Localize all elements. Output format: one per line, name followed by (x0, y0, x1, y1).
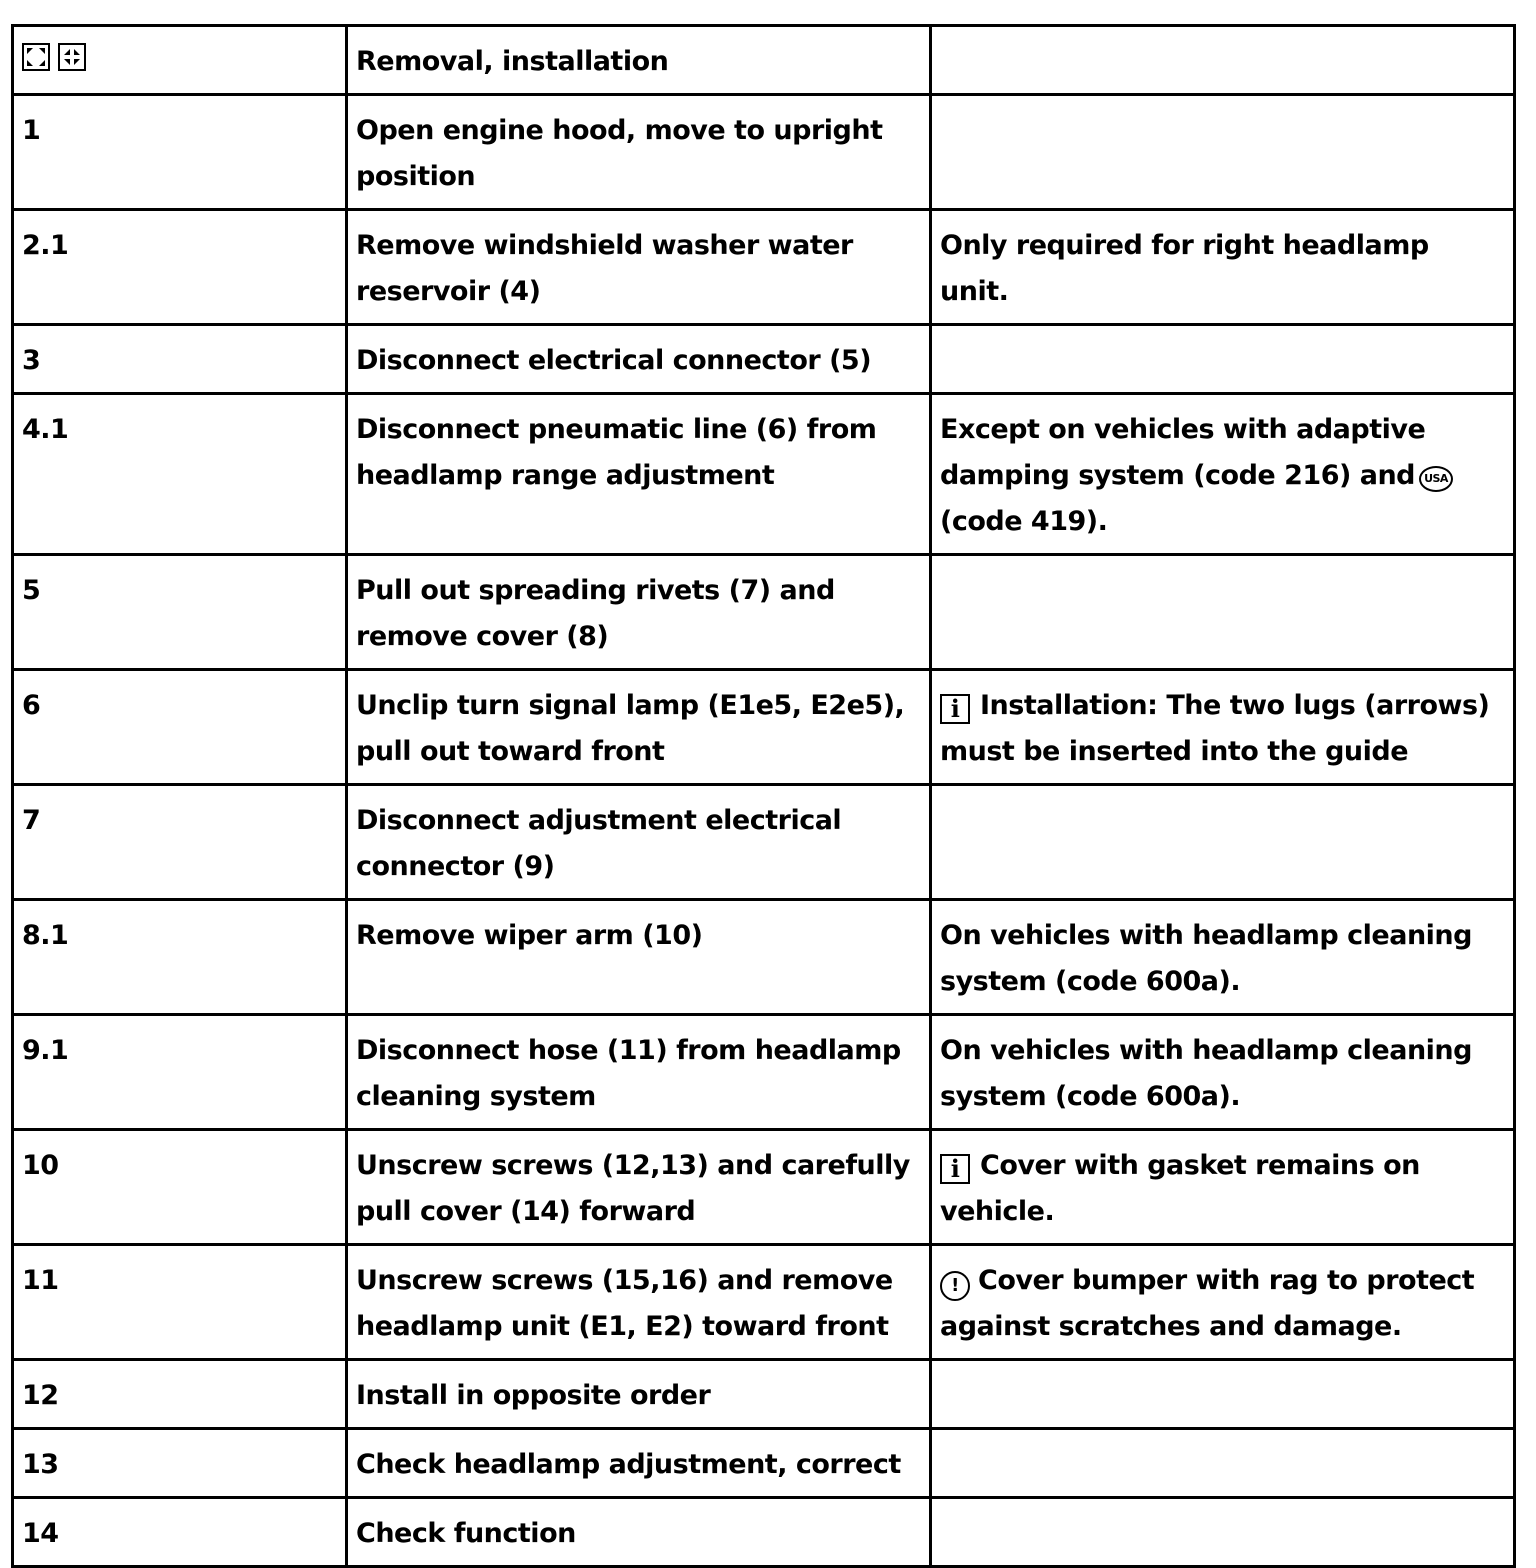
header-note (931, 26, 1515, 95)
step-number: 8.1 (13, 900, 347, 1015)
step-note (931, 95, 1515, 210)
step-note (931, 1360, 1515, 1429)
step-action: Unclip turn signal lamp (E1e5, E2e5), pull out toward front (347, 670, 931, 785)
step-action: Check function (347, 1498, 931, 1567)
table-row (13, 394, 1515, 555)
step-note (931, 1245, 1515, 1360)
step-note (931, 394, 1515, 555)
step-number: 11 (13, 1245, 347, 1360)
step-number: 12 (13, 1360, 347, 1429)
step-action: Unscrew screws (12,13) and carefully pull cover (14) forward (347, 1130, 931, 1245)
step-note (931, 555, 1515, 670)
step-action: Disconnect electrical connector (5) (347, 325, 931, 394)
collapse-icon[interactable] (58, 43, 86, 71)
step-action: Remove wiper arm (10) (347, 900, 931, 1015)
info-icon: i (940, 694, 970, 724)
note-text: The two lugs (arrows) must be inserted into the guide (940, 690, 1490, 767)
step-number: 1 (13, 95, 347, 210)
expand-icon[interactable] (22, 43, 50, 71)
step-number: 10 (13, 1130, 347, 1245)
step-number: 14 (13, 1498, 347, 1567)
step-note (931, 1130, 1515, 1245)
step-number: 4.1 (13, 394, 347, 555)
step-action: Disconnect hose (11) from headlamp cleaning system (347, 1015, 931, 1130)
table-row (13, 210, 1515, 325)
table-row (13, 1015, 1515, 1130)
step-note (931, 1498, 1515, 1567)
step-action: Install in opposite order (347, 1360, 931, 1429)
warning-icon: ! (940, 1271, 970, 1301)
step-note (931, 325, 1515, 394)
step-note (931, 1429, 1515, 1498)
step-number: 5 (13, 555, 347, 670)
table-row (13, 1429, 1515, 1498)
table-row (13, 785, 1515, 900)
table-row (13, 95, 1515, 210)
table-row (13, 1245, 1515, 1360)
table-row (13, 1498, 1515, 1567)
step-action: Pull out spreading rivets (7) and remove cover (8) (347, 555, 931, 670)
step-number: 3 (13, 325, 347, 394)
note-text: Cover with gasket remains on vehicle. (940, 1150, 1420, 1227)
header-icons-cell (13, 26, 347, 95)
table-row (13, 1360, 1515, 1429)
table-row (13, 900, 1515, 1015)
note-text: Cover bumper with rag to protect against scratches and damage. (940, 1265, 1475, 1342)
step-number: 13 (13, 1429, 347, 1498)
step-action: Open engine hood, move to upright position (347, 95, 931, 210)
procedure-table (11, 24, 1516, 1568)
step-note (931, 670, 1515, 785)
step-action: Disconnect pneumatic line (6) from headlamp range adjustment (347, 394, 931, 555)
table-header-row (13, 26, 1515, 95)
step-action: Check headlamp adjustment, correct (347, 1429, 931, 1498)
note-label: Installation: (980, 690, 1158, 721)
step-note: On vehicles with headlamp cleaning system (code 600a). (931, 1015, 1515, 1130)
table-row (13, 670, 1515, 785)
table-row (13, 325, 1515, 394)
step-note (931, 785, 1515, 900)
step-number: 6 (13, 670, 347, 785)
step-action: Unscrew screws (15,16) and remove headlamp unit (E1, E2) toward front (347, 1245, 931, 1360)
note-text: Except on vehicles with adaptive damping system (code 216) and (940, 414, 1426, 491)
usa-icon: USA (1419, 466, 1453, 492)
step-note: On vehicles with headlamp cleaning system (code 600a). (931, 900, 1515, 1015)
step-note: Only required for right headlamp unit. (931, 210, 1515, 325)
table-row (13, 555, 1515, 670)
step-number: 2.1 (13, 210, 347, 325)
info-icon: i (940, 1154, 970, 1184)
table-row (13, 1130, 1515, 1245)
step-number: 9.1 (13, 1015, 347, 1130)
step-number: 7 (13, 785, 347, 900)
step-action: Disconnect adjustment electrical connector (9) (347, 785, 931, 900)
header-title: Removal, installation (347, 26, 931, 95)
step-action: Remove windshield washer water reservoir (4) (347, 210, 931, 325)
note-text: (code 419). (940, 506, 1108, 537)
